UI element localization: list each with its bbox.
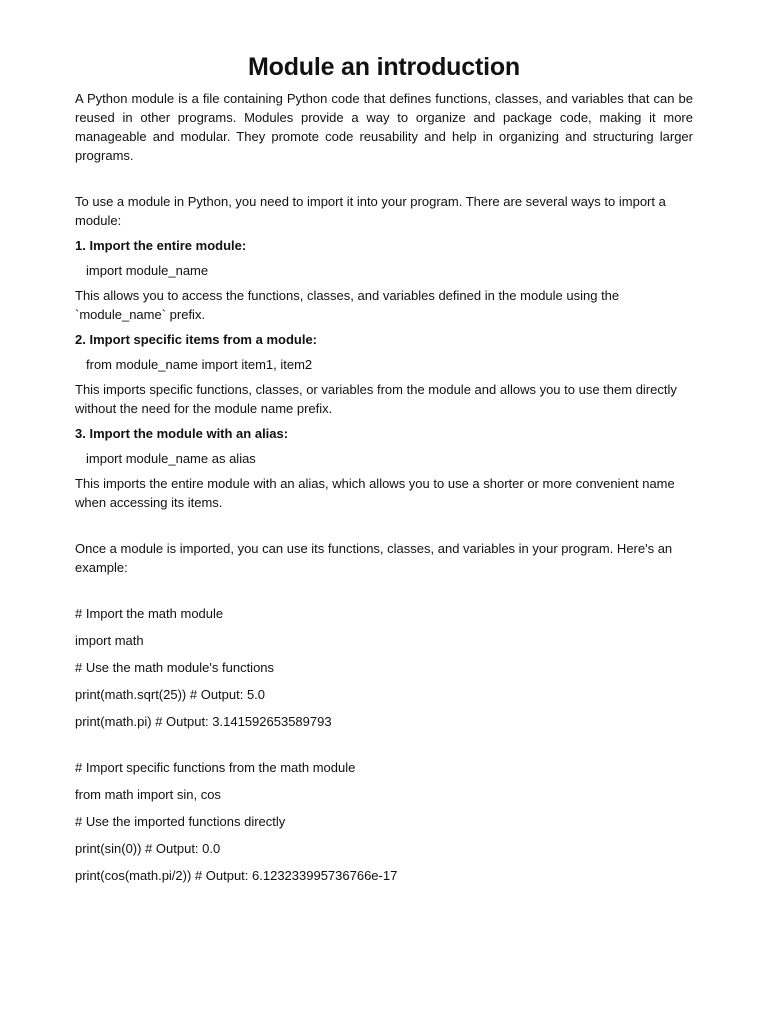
page-title: Module an introduction [248, 53, 520, 81]
document-page [75, 50, 693, 885]
import-intro-paragraph: To use a module in Python, you need to import it into your program. There are several ways to import a module: [75, 194, 666, 228]
code-line: print(math.sqrt(25)) # Output: 5.0 [75, 687, 266, 702]
method-1-heading: 1. Import the entire module: [75, 238, 247, 253]
example-code-block-1 [75, 604, 693, 731]
intro-paragraph: A Python module is a file containing Python code that defines functions, classes, and variables that can be reused in other programs. Modules provide a way to organize and package code, making it more manageable and modular. They promote code reusability and help in organizing and structuring larger programs. [75, 91, 693, 163]
code-line: # Use the imported functions directly [75, 814, 286, 829]
code-line: print(cos(math.pi/2)) # Output: 6.123233995736766e-17 [75, 868, 398, 883]
method-2-heading: 2. Import specific items from a module: [75, 332, 317, 347]
example-code-block-2 [75, 758, 693, 885]
code-line: import math [75, 633, 144, 648]
code-line: print(sin(0)) # Output: 0.0 [75, 841, 221, 856]
method-3-description: This imports the entire module with an alias, which allows you to use a shorter or more convenient name when accessing its items. [75, 476, 675, 510]
code-line: print(math.pi) # Output: 3.141592653589793 [75, 714, 332, 729]
method-3-heading: 3. Import the module with an alias: [75, 426, 289, 441]
method-1-description: This allows you to access the functions, classes, and variables defined in the module using the `module_name` prefix. [75, 288, 620, 322]
method-1-code: import module_name [86, 263, 209, 278]
method-2-code: from module_name import item1, item2 [86, 357, 313, 372]
method-2-description: This imports specific functions, classes, or variables from the module and allows you to use them directly without the need for the module name prefix. [75, 382, 677, 416]
code-line: # Import the math module [75, 606, 224, 621]
example-intro-paragraph: Once a module is imported, you can use its functions, classes, and variables in your program. Here's an example: [75, 541, 673, 575]
method-3-code: import module_name as alias [86, 451, 256, 466]
code-line: # Use the math module's functions [75, 660, 275, 675]
code-line: # Import specific functions from the math module [75, 760, 356, 775]
code-line: from math import sin, cos [75, 787, 221, 802]
